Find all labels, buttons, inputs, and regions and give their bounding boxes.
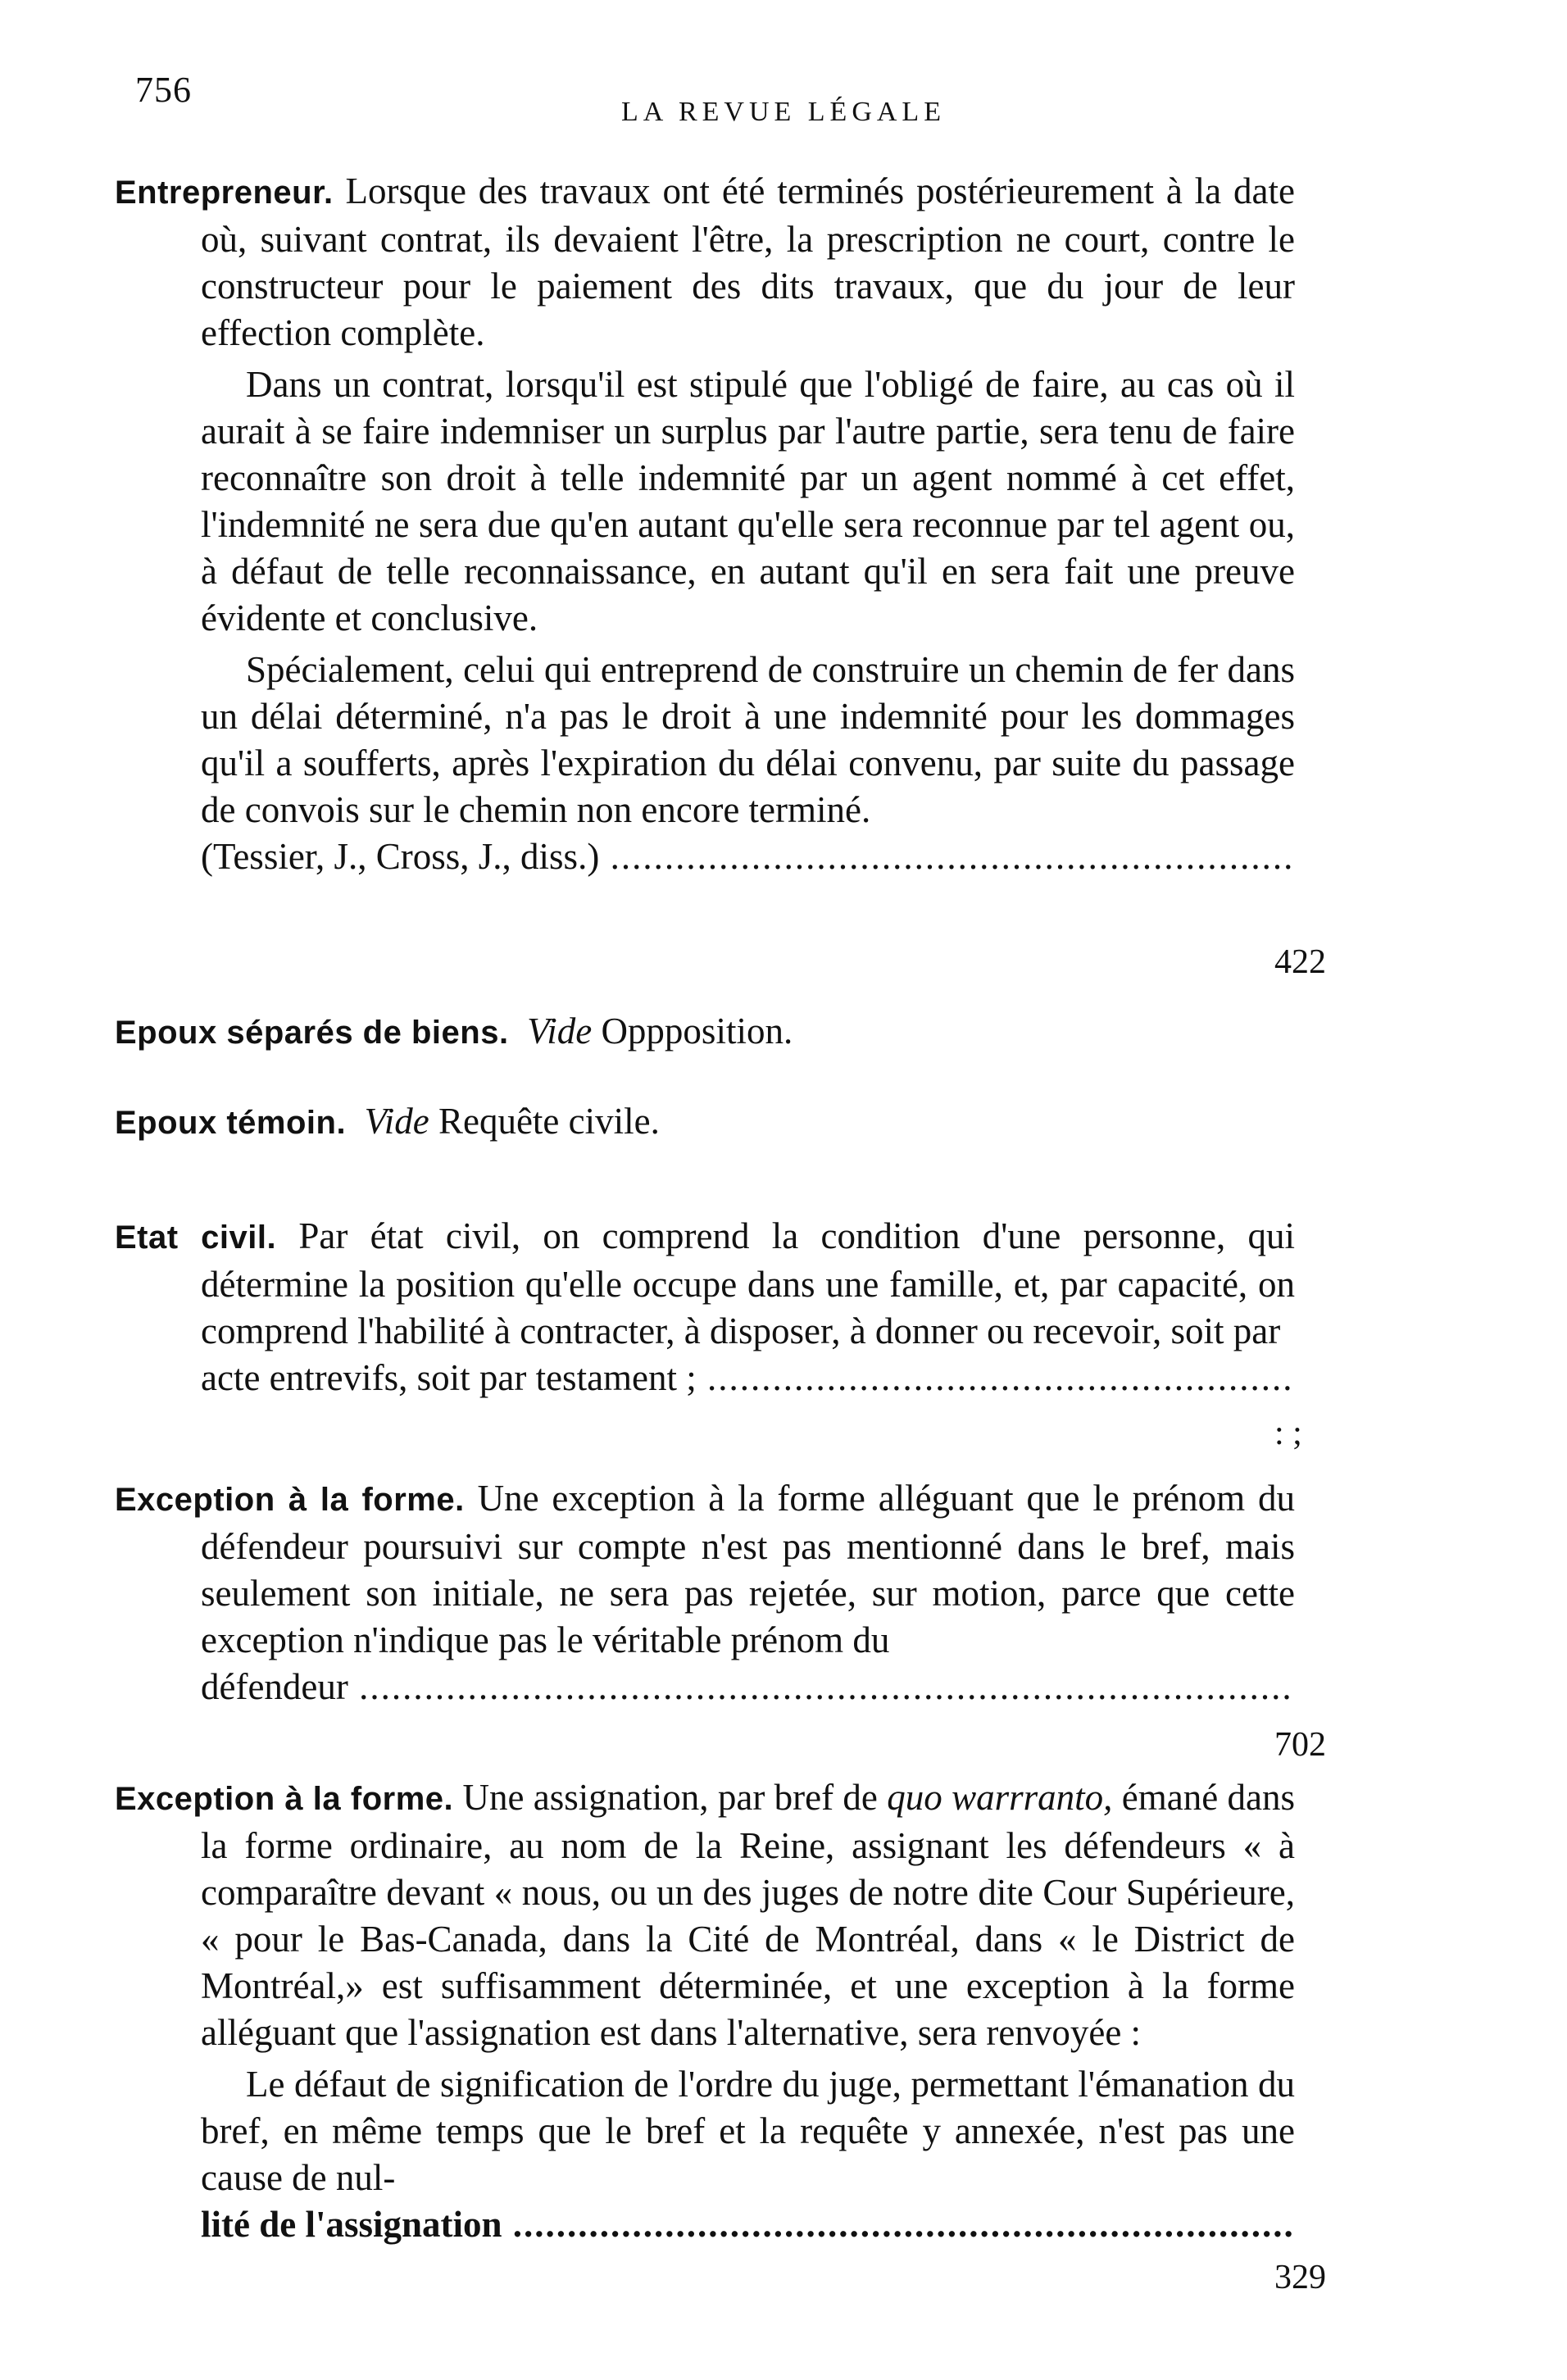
vide-label: Vide: [527, 1011, 593, 1051]
entry-epoux-separes: [115, 1008, 1295, 1056]
page-reference: 422: [1274, 943, 1326, 981]
entry-paragraph: [115, 1475, 1295, 1664]
leader-line: [201, 2201, 1295, 2248]
entry-entrepreneur: [115, 168, 1295, 880]
entry-text: Une exception à la forme alléguant que le prénom du défendeur poursuivi sur compte n'est pas mentionné dans le bref, mais seulement son initiale, ne sera pas rejetée, sur motion, parce que cette exception n'indique pas le véritable prénom du: [201, 1478, 1296, 1660]
entry-headword: Epoux témoin.: [115, 1105, 347, 1141]
entry-exception-forme-1: [115, 1475, 1295, 1710]
cross-reference: Requête civile.: [438, 1101, 660, 1142]
page-reference: 702: [1274, 1726, 1326, 1764]
entry-etat-civil: [115, 1213, 1295, 1401]
page-reference: : ;: [1274, 1415, 1302, 1452]
entry-exception-forme-2: [115, 1774, 1295, 2248]
entry-paragraph: [115, 168, 1295, 357]
leader-line: [201, 1355, 1295, 1401]
leader-line: [201, 1664, 1295, 1710]
page-number: 756: [135, 70, 192, 110]
entry-text: émané dans la forme ordinaire, au nom de la Reine, assignant les défendeurs « à comparaître devant « nous, ou un des juges de notre dite Cour Supérieure, « pour le Bas-Canada, dans la Cité de Montréal, dans « le District de Montréal,» est suffisamment déterminée, et une exception à la forme alléguant que l'assignation est dans l'alternative, sera renvoyée :: [201, 1777, 1296, 2053]
italic-term: quo warrranto,: [887, 1777, 1113, 1818]
entry-paragraph: Spécialement, celui qui entreprend de construire un chemin de fer dans un délai déterminé, n'a pas le droit à une indemnité pour les dommages qu'il a soufferts, après l'expiration du délai convenu, par suite du passage de convois sur le chemin non encore terminé.: [201, 649, 1295, 830]
vide-label: Vide: [364, 1101, 429, 1142]
entry-paragraph: [115, 1008, 1295, 1056]
entry-headword: Exception à la forme.: [115, 1781, 454, 1817]
page-reference: 329: [1274, 2259, 1326, 2296]
entry-headword: Exception à la forme.: [115, 1482, 465, 1518]
entry-last-line: (Tessier, J., Cross, J., diss.) .....: [201, 833, 1295, 880]
entry-last-line: lité de l'assignation .....: [201, 2201, 1295, 2248]
entry-paragraph: [115, 1213, 1295, 1355]
entry-paragraph: Le défaut de signification de l'ordre du juge, permettant l'émanation du bref, en même temps que le bref et la requête y annexée, n'est pas une cause de nul-: [201, 2064, 1295, 2198]
entry-text: Par état civil, on comprend la condition d'une personne, qui détermine la position qu'elle occupe dans une famille, et, par capacité, on comprend l'habilité à contracter, à disposer, à donner ou recevoir, soit par: [201, 1215, 1296, 1351]
entry-headword: Entrepreneur.: [115, 175, 334, 211]
entry-text: Lorsque des travaux ont été terminés postérieurement à la date où, suivant contrat, ils devaient l'être, la prescription ne court, contre le constructeur pour le paiement des dits travaux, que du jour de leur effection complète.: [201, 170, 1295, 353]
entry-headword: Etat civil.: [115, 1220, 277, 1256]
leader-line: [201, 833, 1295, 880]
entry-paragraph: [115, 1774, 1295, 2056]
entry-paragraph: [115, 1098, 1295, 1147]
entry-headword: Epoux séparés de biens.: [115, 1015, 509, 1051]
entry-last-line: défendeur .....: [201, 1664, 1295, 1710]
entry-epoux-temoin: [115, 1098, 1295, 1147]
entry-last-line: acte entrevifs, soit par testament ; .....: [201, 1355, 1295, 1401]
entry-text: Une assignation, par bref de: [462, 1777, 878, 1818]
entry-paragraph: Dans un contrat, lorsqu'il est stipulé que l'obligé de faire, au cas où il aurait à se faire indemniser un surplus par l'autre partie, sera tenu de faire reconnaître son droit à telle indemnité par un agent nommé à cet effet, l'indemnité ne sera due qu'en autant qu'elle sera reconnue par tel agent ou, à défaut de telle reconnaissance, en autant qu'il en sera fait une preuve évidente et conclusive.: [201, 364, 1295, 638]
running-title: LA REVUE LÉGALE: [621, 97, 946, 127]
cross-reference: Oppposition.: [601, 1011, 793, 1051]
